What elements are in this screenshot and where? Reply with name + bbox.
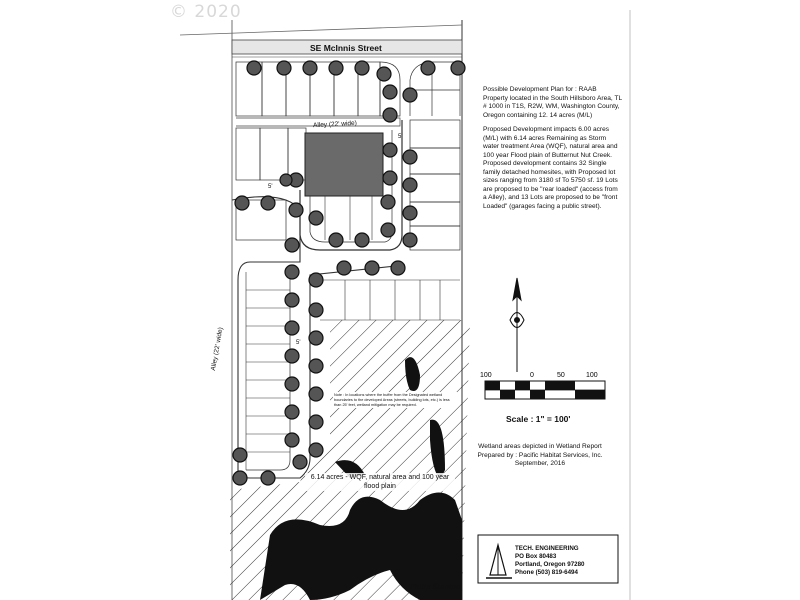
top-border-line bbox=[180, 25, 462, 35]
dim-label-1: 5' bbox=[398, 134, 403, 140]
company-name: TECH. ENGINEERING bbox=[515, 545, 579, 552]
north-arrow bbox=[510, 278, 524, 372]
company-info bbox=[515, 545, 584, 577]
copyright-watermark: © 2020 bbox=[170, 2, 242, 22]
alley-top-label: Alley (22' wide) bbox=[312, 119, 358, 130]
scale-tick-0: 0 bbox=[530, 372, 534, 379]
scale-tick-100-right: 100 bbox=[586, 372, 598, 379]
company-box: PO Box 80483 bbox=[515, 553, 557, 560]
plan-notes-description: Possible Development Plan for : RAAB Property located in the South Hillsboro Area, TL # 1000 in T1S, R2W, WM, Washington County, Oregon containing 12. 14 acres (M/L) bbox=[483, 86, 622, 119]
dim-label-3: 5' bbox=[296, 340, 301, 346]
open-space-block bbox=[305, 133, 383, 196]
buffer-note: Note : In locations where the buffer from the Designated wetland boundaries to the developed Areas (streets, building lots, etc.) is less than 25' feet, wetland mitigation may be required. bbox=[333, 392, 457, 408]
company-city: Portland, Oregon 97280 bbox=[515, 561, 585, 568]
plan-notes-impacts: Proposed Development impacts 6.00 acres (M/L) with 6.14 acres Remaining as Storm water treatment Area (WQF), natural area and 100 year Flood plain of Butternut Nut Creek. Proposed development contains 32 Single family detached homesites, with Proposed lot sizes ranging from 3180 sf To 5750 sf. 19 Lots are proposed to be "rear loaded" (access from a Alley), and 13 Lots are proposed to be "front Loaded" (garages facing a public street). bbox=[483, 126, 618, 210]
scale-tick-100-left: 100 bbox=[480, 372, 492, 379]
company-phone: Phone (503) 819-6494 bbox=[515, 569, 578, 576]
alley-left-label: Alley (22' wide) bbox=[210, 326, 225, 372]
plan-notes bbox=[483, 86, 623, 217]
scale-tick-50: 50 bbox=[557, 372, 565, 379]
street-label: SE McInnis Street bbox=[310, 43, 382, 53]
scale-label: Scale : 1" = 100' bbox=[506, 414, 571, 424]
dim-label-2: 5' bbox=[268, 184, 273, 190]
acres-label: 6.14 acres - WQF, natural area and 100 year flood plain bbox=[305, 473, 455, 491]
wetland-note: Wetland areas depicted in Wetland Report Prepared by : Pacific Habitat Services, Inc. September, 2016 bbox=[477, 443, 603, 467]
scale-bar bbox=[480, 372, 605, 399]
southeast-lots bbox=[320, 280, 460, 320]
west-lots bbox=[246, 272, 290, 470]
signature: Philip Stanton bbox=[410, 583, 461, 591]
